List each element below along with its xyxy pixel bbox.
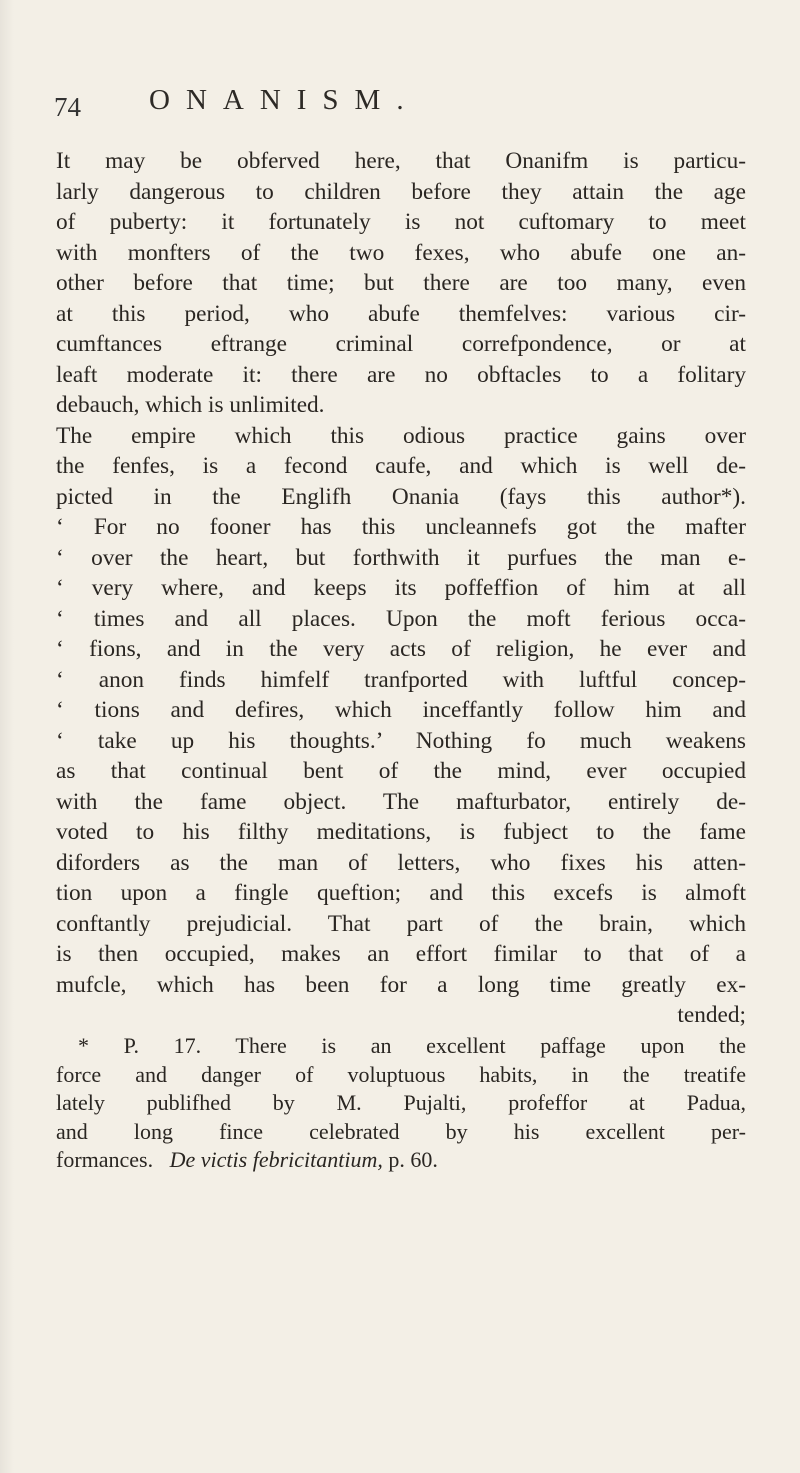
text-line: with the fame object. The mafturbator, entirely de- — [56, 788, 746, 815]
text-line: other before that time; but there are too many, even — [56, 270, 746, 296]
text-line: ‘ times and all places. Upon the moft ferious occa- — [56, 605, 746, 632]
text-line: voted to his filthy meditations, is fubject to the fame — [56, 819, 746, 845]
text-line: picted in the Englifh Onania (fays this author*). — [56, 483, 746, 510]
text-line: diforders as the man of letters, who fixes his atten- — [56, 849, 746, 876]
text-line: conftantly prejudicial. That part of the brain, which — [56, 910, 746, 937]
text-line: of puberty: it fortunately is not cuftomary to meet — [56, 209, 746, 235]
text-line: ‘ over the heart, but forthwith it purfues the man e- — [56, 544, 746, 571]
footnote-citation-title: De victis febricitantium, — [169, 1147, 383, 1172]
footnote-line: force and danger of voluptuous habits, in the treatife — [56, 1061, 746, 1087]
footnote-line: and long fince celebrated by his excellent per- — [56, 1118, 746, 1144]
footnote — [56, 1032, 746, 1175]
text-line: mufcle, which has been for a long time greatly ex- — [56, 971, 746, 998]
body-text — [56, 146, 746, 1031]
text-line: the fenfes, is a fecond caufe, and which is well de- — [56, 453, 746, 479]
text-line: larly dangerous to children before they attain the age — [56, 178, 746, 205]
footnote-citation-page: p. 60. — [388, 1147, 438, 1172]
text-line: The empire which this odious practice gains over — [56, 422, 746, 449]
text-line: ‘ very where, and keeps its poffeffion of him at all — [56, 575, 746, 601]
footnote-line: lately publifhed by M. Pujalti, profeffor at Padua, — [56, 1090, 746, 1115]
text-line: ‘ fions, and in the very acts of religion, he ever and — [56, 636, 746, 662]
footnote-line — [56, 1146, 746, 1175]
text-line: It may be obferved here, that Onanifm is particu- — [56, 148, 746, 174]
text-line: at this period, who abufe themfelves: various cir- — [56, 300, 746, 327]
text-line: with monfters of the two fexes, who abufe one an- — [56, 239, 746, 266]
page-header — [54, 84, 744, 130]
text-line: as that continual bent of the mind, ever occupied — [56, 758, 746, 784]
text-line: ‘ tions and defires, which inceffantly follow him and — [56, 697, 746, 723]
page-number: 74 — [54, 92, 81, 122]
footnote-text: formances. — [56, 1147, 154, 1172]
text-line: ‘ take up his thoughts.’ Nothing fo much weakens — [56, 727, 746, 754]
text-line: debauch, which is unlimited. — [56, 392, 325, 418]
text-line: ‘ For no fooner has this uncleannefs got the mafter — [56, 514, 746, 540]
footnote-line: * P. 17. There is an excellent paffage upon the — [78, 1033, 746, 1058]
text-line: is then occupied, makes an effort fimilar to that of a — [56, 941, 746, 967]
text-line: ‘ anon finds himfelf tranfported with luftful concep- — [56, 666, 746, 693]
text-line: tion upon a fingle queftion; and this excefs is almoft — [56, 880, 746, 906]
text-line: leaft moderate it: there are no obftacles to a folitary — [56, 361, 746, 388]
running-head: ONANISM. — [149, 84, 420, 116]
text-line: tended; — [677, 1002, 746, 1028]
text-line: cumftances eftrange criminal correfpondence, or at — [56, 331, 746, 357]
